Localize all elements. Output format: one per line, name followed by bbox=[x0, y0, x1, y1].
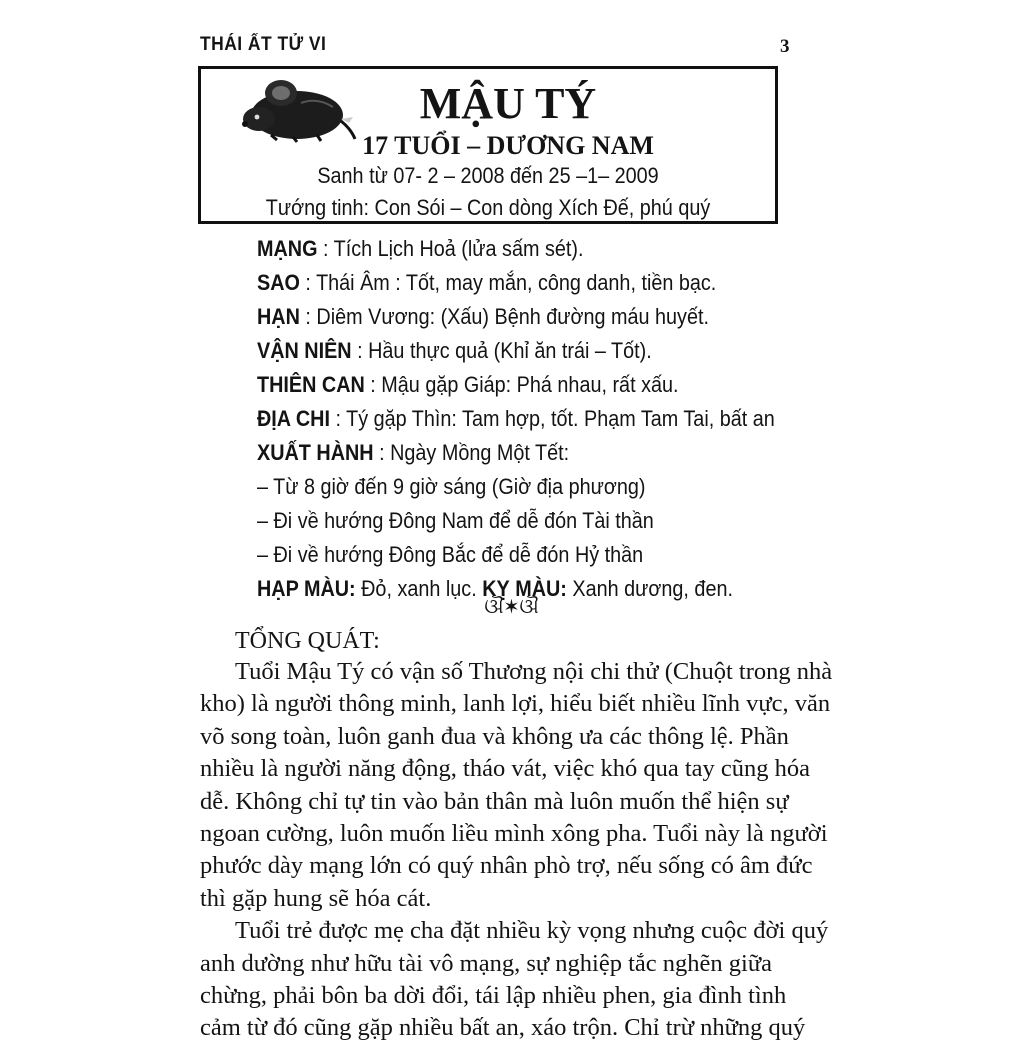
bad-color-text: Xanh dương, đen. bbox=[566, 576, 733, 601]
zodiac-title: MẬU TÝ bbox=[419, 79, 597, 128]
body-paragraphs bbox=[200, 656, 833, 1045]
property-label: THIÊN CAN bbox=[257, 372, 365, 397]
body-line: ngoan cường, luôn muốn liều mình xông pha. Tuổi này là người bbox=[200, 819, 828, 847]
ornament-divider: ଔ✶ଔ bbox=[484, 594, 540, 618]
body-line: kho) là người thông minh, lanh lợi, hiểu biết nhiều lĩnh vực, văn bbox=[200, 690, 831, 718]
bad-color-label: KỴ MÀU: bbox=[482, 576, 567, 601]
property-row bbox=[257, 232, 761, 266]
property-text: : Tý gặp Thìn: Tam hợp, tốt. Phạm Tam Tai, bất an bbox=[329, 406, 775, 431]
page-number: 3 bbox=[780, 36, 790, 57]
property-row bbox=[257, 538, 761, 572]
property-row bbox=[257, 266, 761, 300]
property-label: XUẤT HÀNH bbox=[257, 440, 374, 465]
body-line: anh dường như hữu tài vô mạng, sự nghiệp tắc nghẽn giữa bbox=[200, 949, 772, 977]
body-line: Tuổi Mậu Tý có vận số Thương nội chi thử (Chuột trong nhà bbox=[235, 658, 833, 685]
property-text: : Thái Âm : Tốt, may mắn, công danh, tiền bạc. bbox=[299, 270, 717, 295]
guardian-star-line: Tướng tinh: Con Sói – Con dòng Xích Đế, phú quý bbox=[265, 195, 711, 220]
property-row bbox=[257, 300, 761, 334]
birth-date-range: Sanh từ 07- 2 – 2008 đến 25 –1– 2009 bbox=[317, 163, 659, 188]
property-label: MẠNG bbox=[257, 236, 318, 261]
property-text: – Đi về hướng Đông Bắc để dễ đón Hỷ thần bbox=[257, 542, 644, 567]
body-line: cảm từ đó cũng gặp nhiều bất an, xáo trộn. Chỉ trừ những quý bbox=[200, 1014, 806, 1042]
good-color-text: Đỏ, xanh lục. bbox=[355, 576, 483, 601]
body-line: thì gặp hung sẽ hóa cát. bbox=[200, 884, 432, 912]
running-head-title: THÁI ẤT TỬ VI bbox=[200, 34, 327, 55]
property-row bbox=[257, 470, 761, 504]
property-label: HẠN bbox=[257, 304, 300, 329]
section-title: TỔNG QUÁT: bbox=[235, 628, 380, 654]
property-row bbox=[257, 402, 775, 436]
body-line: phước dày mạng lớn có quý nhân phò trợ, nếu sống có âm đức bbox=[200, 852, 813, 880]
age-gender-subtitle: 17 TUỔI – DƯƠNG NAM bbox=[362, 131, 654, 160]
property-text: : Hầu thực quả (Khỉ ăn trái – Tốt). bbox=[351, 338, 652, 363]
property-label: SAO bbox=[257, 270, 300, 295]
property-label: VẬN NIÊN bbox=[257, 338, 352, 363]
good-color-label: HẠP MÀU: bbox=[257, 576, 356, 601]
property-text: : Ngày Mồng Một Tết: bbox=[373, 440, 570, 465]
title-box bbox=[198, 66, 778, 224]
body-line: Tuổi trẻ được mẹ cha đặt nhiều kỳ vọng nhưng cuộc đời quý bbox=[235, 917, 829, 945]
body-line: võ song toàn, luôn ganh đua và không ưa các thông lệ. Phần bbox=[200, 722, 789, 750]
body-line: dễ. Không chỉ tự tin vào bản thân mà luôn muốn thể hiện sự bbox=[200, 787, 789, 815]
property-label: ĐỊA CHI bbox=[257, 406, 330, 431]
property-row bbox=[257, 436, 761, 470]
properties-list bbox=[257, 232, 817, 606]
property-text: : Mậu gặp Giáp: Phá nhau, rất xấu. bbox=[364, 372, 679, 397]
property-text: : Diêm Vương: (Xấu) Bệnh đường máu huyết. bbox=[299, 304, 709, 329]
property-text: : Tích Lịch Hoả (lửa sấm sét). bbox=[317, 236, 584, 261]
property-text: – Từ 8 giờ đến 9 giờ sáng (Giờ địa phương) bbox=[257, 474, 646, 499]
property-text: – Đi về hướng Đông Nam để dễ đón Tài thần bbox=[257, 508, 654, 533]
body-line: nhiều là người năng động, tháo vát, việc khó qua tay cũng hóa bbox=[200, 755, 810, 783]
body-line: chừng, phải bôn ba dời đổi, tái lập nhiều phen, gia đình tình bbox=[200, 981, 787, 1009]
property-row bbox=[257, 504, 761, 538]
property-row bbox=[257, 368, 761, 402]
property-row bbox=[257, 334, 761, 368]
